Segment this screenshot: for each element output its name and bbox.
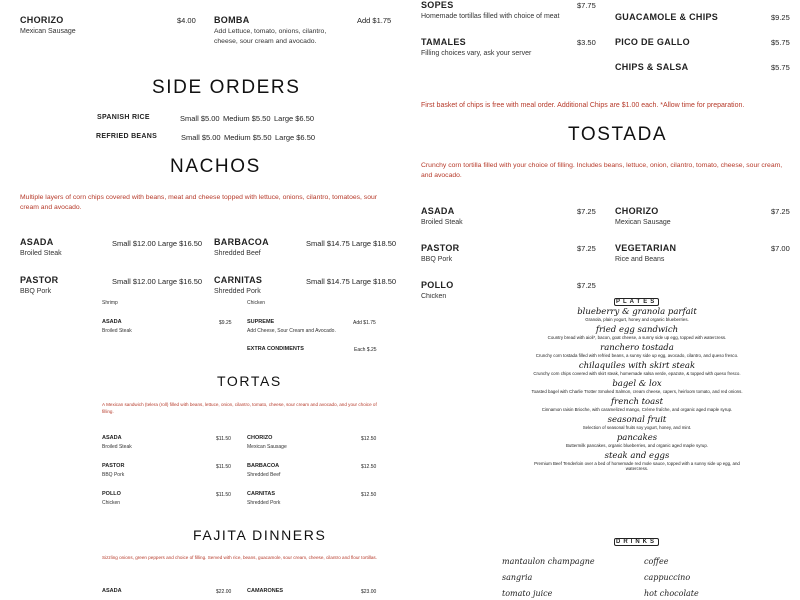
supreme-desc: Add Cheese, Sour Cream and Avocado. bbox=[247, 328, 336, 334]
nacho-price: Small $14.75 Large $18.50 bbox=[306, 277, 397, 286]
drinks-header: DRINKS bbox=[616, 539, 658, 545]
tamales-desc: Filling choices vary, ask your server bbox=[421, 50, 532, 57]
breakfast-item-title: french toast bbox=[610, 396, 664, 407]
fajita-item-price: $23.00 bbox=[361, 589, 377, 595]
nachos-title: NACHOS bbox=[170, 156, 261, 177]
pico-name: PICO DE GALLO bbox=[615, 37, 690, 47]
torta-price: $12.50 bbox=[361, 436, 377, 442]
breakfast-item bbox=[530, 307, 744, 323]
torta-name: CARNITAS bbox=[247, 491, 276, 497]
breakfast-item-desc: Granola, plain yogurt, honey and organic blueberries. bbox=[585, 317, 689, 322]
breakfast-item-title: seasonal fruit bbox=[607, 414, 667, 425]
torta-sub: Shredded Beef bbox=[247, 472, 281, 478]
side-row-name: REFRIED BEANS bbox=[96, 133, 158, 140]
tostada-price: $7.25 bbox=[577, 207, 596, 216]
breakfast-item-title: chilaquiles with skirt steak bbox=[578, 360, 696, 371]
nacho-sub: BBQ Pork bbox=[20, 288, 52, 295]
extra-condiments-price: Each $.25 bbox=[354, 347, 377, 353]
chicken-label: Chicken bbox=[247, 300, 266, 306]
tostada-sub: Broiled Steak bbox=[421, 219, 463, 226]
torta-name: PASTOR bbox=[102, 463, 125, 469]
drink-right: cappuccino bbox=[644, 573, 691, 582]
chips-salsa-price: $5.75 bbox=[771, 63, 790, 72]
supreme-price: Add $1.75 bbox=[353, 320, 376, 326]
supreme-name: SUPREME bbox=[247, 319, 275, 325]
breakfast-item-title: bagel & lox bbox=[612, 378, 662, 389]
torta-price: $11.50 bbox=[216, 492, 231, 498]
tamales-price: $3.50 bbox=[577, 38, 596, 47]
breakfast-item-title: steak and eggs bbox=[604, 450, 670, 461]
breakfast-item-desc: Selection of seasonal fruits soy yogurt, honey, and mint. bbox=[582, 424, 692, 430]
torta-sub: Chicken bbox=[102, 500, 121, 506]
breakfast-item-desc: Crunchy corn chips covered with skirt steak, homemade salsa verde, epazote, & topped with queso fresco. bbox=[533, 370, 741, 376]
side-row-medium: Medium $5.50 bbox=[223, 114, 271, 123]
torta-name: ASADA bbox=[102, 435, 122, 441]
breakfast-item bbox=[530, 415, 744, 431]
pico-price: $5.75 bbox=[771, 38, 790, 47]
torta-price: $11.50 bbox=[216, 436, 231, 442]
nacho-sub: Shredded Pork bbox=[214, 288, 261, 295]
drink-left: mantaulon champagne bbox=[502, 557, 595, 566]
breakfast-item-title: ranchero tostada bbox=[600, 342, 674, 353]
torta-name: BARBACOA bbox=[247, 463, 280, 469]
chips-salsa-name: CHIPS & SALSA bbox=[615, 62, 689, 72]
breakfast-item-title: blueberry & granola parfait bbox=[577, 307, 697, 317]
side-orders-title: SIDE ORDERS bbox=[152, 77, 301, 98]
tostada-name: POLLO bbox=[421, 280, 454, 290]
nacho-price: Small $14.75 Large $18.50 bbox=[306, 239, 397, 248]
torta-sub: BBQ Pork bbox=[102, 472, 125, 478]
breakfast-item bbox=[530, 361, 744, 377]
nacho-sub: Shredded Beef bbox=[214, 250, 261, 257]
nachos-desc: Multiple layers of corn chips covered with beans, meat and cheese topped with lettuce, onions, cilantro, tomatoes, sour cream and avocado. bbox=[20, 194, 378, 211]
plates-header: PLATES bbox=[616, 299, 658, 305]
tostada-desc: Crunchy corn tortilla filled with your choice of filling. Includes beans, lettuce, onion, cilantro, tomato, cheese, sour cream, and avocado. bbox=[421, 162, 783, 179]
tostada-title: TOSTADA bbox=[568, 124, 668, 145]
tostada-name: CHORIZO bbox=[615, 206, 659, 216]
chorizo-name: CHORIZO bbox=[20, 15, 64, 25]
torta-name: CHORIZO bbox=[247, 435, 273, 441]
torta-name: POLLO bbox=[102, 491, 121, 497]
side-row-medium: Medium $5.50 bbox=[224, 133, 272, 142]
drink-right: hot chocolate bbox=[644, 589, 699, 598]
tostada-price: $7.25 bbox=[771, 207, 790, 216]
side-row-large: Large $6.50 bbox=[274, 114, 315, 123]
guac-price: $9.25 bbox=[771, 13, 790, 22]
tostada-price: $7.25 bbox=[577, 244, 596, 253]
drink-left: tomato juice bbox=[502, 589, 553, 598]
fajita-title: FAJITA DINNERS bbox=[193, 527, 327, 543]
mini-asada-price: $9.25 bbox=[219, 320, 232, 326]
mini-asada-sub: Broiled Steak bbox=[102, 328, 132, 334]
breakfast-item-title: fried egg sandwich bbox=[595, 324, 679, 335]
sopes-price: $7.75 bbox=[577, 1, 596, 10]
nacho-name: CARNITAS bbox=[214, 275, 263, 285]
chips-note: First basket of chips is free with meal order. Additional Chips are $1.00 each. *Allow time for preparation. bbox=[421, 102, 745, 109]
tostada-name: PASTOR bbox=[421, 243, 460, 253]
breakfast-item-title: pancakes bbox=[616, 432, 658, 443]
nacho-price: Small $12.00 Large $16.50 bbox=[112, 277, 203, 286]
nacho-name: ASADA bbox=[20, 237, 54, 247]
breakfast-item-desc: Country bread with aioli*, bacon, goat cheese, a sunny side up egg, topped with watercress. bbox=[547, 334, 727, 340]
bomba-name: BOMBA bbox=[214, 15, 250, 25]
guac-name: GUACAMOLE & CHIPS bbox=[615, 12, 719, 22]
fajita-desc: Sizzling onions, green peppers and choice of filling. Served with rice, beans, guacamole, sour cream, cheese, cilantro and flour tortillas. bbox=[102, 555, 378, 560]
nacho-name: PASTOR bbox=[20, 275, 59, 285]
breakfast-item bbox=[530, 325, 744, 341]
bomba-desc: Add Lettuce, tomato, onions, cilantro, cheese, sour cream and avocado. bbox=[214, 28, 327, 45]
sopes-desc: Homemade tortillas filled with choice of meat bbox=[421, 13, 560, 20]
tamales-name: TAMALES bbox=[421, 37, 466, 47]
chorizo-price: $4.00 bbox=[177, 16, 196, 25]
breakfast-item bbox=[530, 433, 744, 449]
tostada-name: ASADA bbox=[421, 206, 455, 216]
breakfast-item-desc: Cinnamon raisin Brioche, with caramelized mango, Crème fraîche, and organic aged maple syrup. bbox=[541, 406, 733, 412]
torta-price: $12.50 bbox=[361, 464, 377, 470]
drink-right: coffee bbox=[644, 557, 669, 566]
nacho-sub: Broiled Steak bbox=[20, 250, 62, 257]
breakfast-item-desc: Premium Beef Tenderloin over a bed of homemade red mole sauce, topped with a sunny side up egg, and watercress. bbox=[534, 460, 740, 472]
torta-price: $11.50 bbox=[216, 464, 231, 470]
tostada-sub: Chicken bbox=[421, 293, 447, 300]
torta-sub: Shredded Pork bbox=[247, 500, 281, 506]
breakfast-item-desc: Buttermilk pancakes, organic blueberries, and organic aged maple syrup. bbox=[565, 442, 709, 448]
extra-condiments-name: EXTRA CONDIMENTS bbox=[247, 346, 304, 352]
tortas-desc: A Mexican sandwich (telera (roll) filled with beans, lettuce, onion, cilantro, tomato, cheese, sour cream and avocado, and your choice of filling. bbox=[102, 402, 377, 414]
tostada-price: $7.00 bbox=[771, 244, 790, 253]
sopes-name: SOPES bbox=[421, 0, 454, 10]
tostada-sub: Rice and Beans bbox=[615, 256, 665, 263]
breakfast-item-desc: Toasted bagel with Charlie Trotter Smoked Salmon, cream cheese, capers, heirloom tomato, and red onions. bbox=[531, 388, 743, 394]
torta-sub: Broiled Steak bbox=[102, 444, 132, 450]
tostada-sub: BBQ Pork bbox=[421, 256, 453, 263]
breakfast-item bbox=[530, 451, 744, 473]
side-row-large: Large $6.50 bbox=[275, 133, 316, 142]
tostada-sub: Mexican Sausage bbox=[615, 219, 671, 226]
mini-asada-name: ASADA bbox=[102, 319, 122, 325]
breakfast-item-desc: Crunchy corn tostada filled with refried beans, a sunny side up egg, avocado, cilantro, and queso fresco. bbox=[535, 352, 739, 358]
nacho-name: BARBACOA bbox=[214, 237, 269, 247]
chorizo-sub: Mexican Sausage bbox=[20, 28, 76, 35]
breakfast-item bbox=[530, 343, 744, 359]
breakfast-list bbox=[530, 307, 744, 472]
side-row-small: Small $5.00 bbox=[181, 133, 221, 142]
tostada-name: VEGETARIAN bbox=[615, 243, 677, 253]
side-row-small: Small $5.00 bbox=[180, 114, 220, 123]
side-row-name: SPANISH RICE bbox=[97, 114, 150, 121]
fajita-item-name: ASADA bbox=[102, 588, 122, 594]
fajita-item-name: CAMARONES bbox=[247, 588, 284, 594]
torta-sub: Mexican Sausage bbox=[247, 444, 287, 450]
breakfast-item bbox=[530, 397, 744, 413]
nacho-price: Small $12.00 Large $16.50 bbox=[112, 239, 203, 248]
torta-price: $12.50 bbox=[361, 492, 377, 498]
fajita-item-price: $22.00 bbox=[216, 589, 232, 595]
bomba-price: Add $1.75 bbox=[357, 16, 392, 25]
breakfast-item bbox=[530, 379, 744, 395]
drink-left: sangria bbox=[502, 573, 533, 582]
tortas-title: TORTAS bbox=[217, 373, 282, 389]
tostada-price: $7.25 bbox=[577, 281, 596, 290]
shrimp-label: Shrimp bbox=[102, 300, 118, 306]
